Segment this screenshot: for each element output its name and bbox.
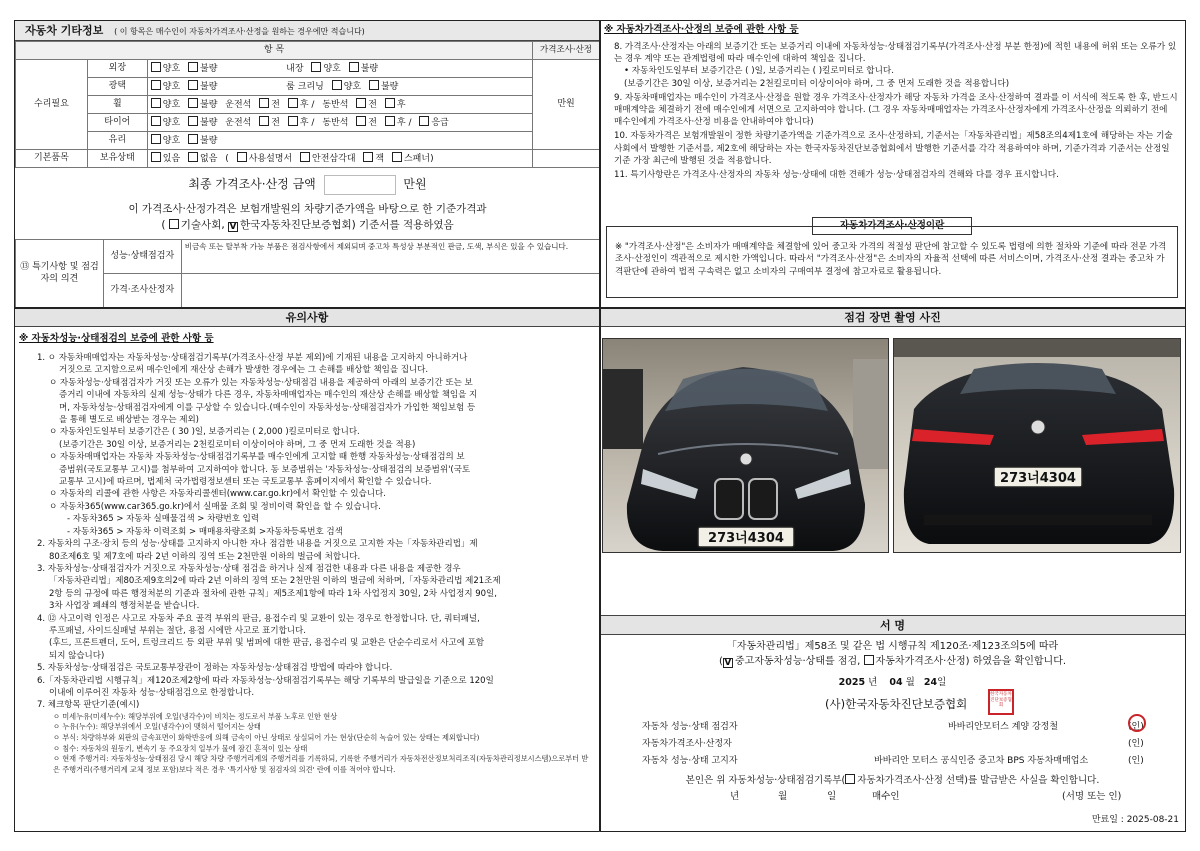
guarantee-item: 10. 자동차가격은 보험개발원이 정한 차량기준가액을 기준가격으로 조사·산정하되, 기준서는「자동차관리법」제58조의4제1호에 해당하는 자는 기술사회에서 발행한 기준서를, 제2호에 해당하는 자는 한국자동차진단보증협회에서 발행한 기준서를 각각 적용하여야 하며, 기준가격과 기준서는 산정일 기준 가장 최근에 발행된 것을 적용합니다. (614, 131, 1173, 166)
note-line: 증거리 이내에 자동차의 실제 성능·상태가 다른 경우, 자동차매매업자는 매수인의 재산상 손해를 배상할 책임을 지 (59, 390, 478, 401)
price-guarantee-items (614, 41, 1178, 181)
note-line: 2항 등의 규정에 따른 행정처분의 기준과 절차에 관한 규칙」제5조제1항에 따라 1차 사업정지 30일, 2차 사업정지 90일, (49, 588, 497, 599)
note-line: 며, 자동차성능·상태점검자에게 이를 구상할 수 있습니다.(매수인이 자동차성능·상태점검자가 가입한 책임보험 등 (59, 402, 476, 413)
note-line: 되지 않습니다) (49, 650, 105, 661)
signature-title: 서 명 (879, 619, 906, 632)
price-definition-text: ※ "가격조사·산정"은 소비자가 매매계약을 체결함에 있어 중고차 가격의 적절성 판단에 참고할 수 있도록 법령에 의한 절차와 기준에 따라 전문 가격조사·산정인이 객관적으로 제시한 가액입니다. 따라서 "가격조사·산정"은 소비자의 자율적 선택에 따른 서비스이며, 가격조사·산정 결과는 중고차 가격판단에 관하여 법적 구속력은 없고 소비자의 구매여부 결정에 참고자료로 활용됩니다. (615, 242, 1167, 277)
notes-subtitle: ※ 자동차성능·상태점검의 보증에 관한 사항 등 (19, 333, 214, 344)
perf-inspector-note: 비금속 또는 탈부착 가능 부품은 점검사항에서 제외되며 중고차 특성상 부분적인 판금, 도색, 부식은 있을 수 있습니다. (181, 240, 599, 274)
criteria-item: ㅇ 누유(누수): 해당부위에서 오일(냉각수)이 맺혀서 떨어지는 상태 (53, 722, 261, 732)
checkbox[interactable] (151, 98, 161, 108)
checkbox[interactable] (392, 152, 402, 162)
photos-title: 점검 장면 촬영 사진 (600, 309, 1185, 327)
checkbox[interactable] (188, 152, 198, 162)
checkbox[interactable] (151, 152, 161, 162)
note-line: - 자동차365 > 자동차 이력조회 > 매매용차량조회 >자동차등록번호 검색 (67, 526, 343, 537)
checkbox[interactable] (151, 62, 161, 72)
checkbox[interactable] (188, 116, 198, 126)
checkbox[interactable] (151, 116, 161, 126)
guarantee-item: • 자동차인도일부터 보증기간은 ( )일, 보증거리는 ( )킬로미터로 합니다. (624, 66, 894, 77)
note-line: 1. ㅇ 자동차매매업자는 자동차성능·상태점검기록부(가격조사·산정 부분 제외)에 기재된 내용을 고지하지 아니하거나 (37, 353, 468, 363)
inspection-record-page (14, 20, 1186, 832)
perf-inspector-label: 성능·상태점검자 (103, 240, 181, 274)
final-price-input[interactable] (324, 175, 396, 195)
other-info-header (15, 21, 599, 41)
criteria-list (37, 712, 595, 776)
checkbox[interactable] (188, 98, 198, 108)
note-line: 증범위(국토교통부 고시)를 첨부하여 고지하여야 합니다. 동 보증범위는 '자동차성능·상태점검의 보증범위'(국토 (59, 464, 471, 475)
note-line: 80조제6호 및 제7호에 따라 2년 이하의 징역 또는 2천만원 이하의 벌금에 처합니다. (49, 551, 361, 562)
note-line: 을 통해 별도로 배상받는 경우는 제외) (59, 415, 199, 426)
criteria-item: ㅇ 침수: 자동차의 원동기, 변속기 등 주요장치 일부가 물에 잠긴 흔적이 있는 상태 (53, 743, 308, 753)
checkbox[interactable] (363, 152, 373, 162)
col-item-header: 항 목 (16, 42, 533, 60)
law-line: 「자동차관리법」제58조 및 같은 법 시행규칙 제120조·제123조의5에 따라 (726, 641, 1059, 652)
other-info-title: 자동차 기타정보 (25, 24, 104, 37)
col-price-header: 가격조사·산정 (533, 42, 600, 60)
guarantee-item: 8. 가격조사·산정자는 아래의 보증기간 또는 보증거리 이내에 자동차성능·상태점검기록부(가격조사·산정 부분 한정)에 적힌 내용에 허위 또는 오류가 있는 경우 계약 또는 관계법령에 따라 매수인에 대하여 책임을 집니다. (614, 42, 1177, 65)
note-line: 루프패널, 사이드실패널 부위는 절단, 용접 시에만 사고로 표기합니다. (49, 625, 306, 636)
checkbox[interactable] (259, 98, 269, 108)
expiry-date: 만료일 : 2025-08-21 (1091, 815, 1179, 825)
price-inspector-note (181, 274, 599, 308)
note-line: 교통부 고시)에 따르며, 법제처 국가법령정보센터 또는 국토교통부 홈페이지에서 확인할 수 있습니다. (59, 477, 432, 488)
checkbox[interactable] (259, 116, 269, 126)
checkbox[interactable] (188, 80, 198, 90)
basic-label: 기본품목 (16, 150, 88, 168)
basic-options: 있음 없음 ( 사용설명서 안전삼각대 잭 스패너) (147, 150, 532, 168)
note-line: 5. 자동차성능·상태점검은 국토교통부장관이 정하는 자동차성능·상태점검 방법에 따라야 합니다. (37, 663, 393, 674)
checkbox[interactable] (188, 134, 198, 144)
final-price-label: 최종 가격조사·산정 금액 (188, 177, 316, 192)
rear-plate-text: 273너4304 (1000, 471, 1076, 486)
final-price-unit: 만원 (403, 177, 427, 192)
divider-vertical (599, 21, 601, 831)
checkbox[interactable] (349, 62, 359, 72)
note-line: 3. 자동차성능·상태점검자가 거짓으로 자동차성능·상태 점검을 하거나 실제 점검한 내용과 다른 내용을 제공한 경우 (37, 563, 461, 574)
checkbox-checked[interactable]: V (724, 658, 732, 668)
gloss-options: 양호 불량 룸 크리닝 양호 불량 (147, 78, 532, 96)
note-line: 6.「자동차관리법 시행규칙」제120조제2항에 따라 자동차성능·상태점검기록부는 해당 기록부의 발급일을 기준으로 120일 (37, 675, 494, 686)
basis-line-1: 이 가격조사·산정가격은 보험개발원의 차량기준가액을 바탕으로 한 기준가격과 (128, 203, 487, 215)
note-line: ㅇ 자동차의 리콜에 관한 사항은 자동차리콜센터(www.car.go.kr)에서 확인할 수 있습니다. (49, 489, 386, 500)
criteria-item: ㅇ 현재 주행거리: 자동차성능·상태점검 당시 해당 차량 주행거리계의 주행거리를 기록하되, 기록한 주행거리가 자동차전산정보처리조직(자동차관리정보시스템)으로부터 받은 주행거리(주행거리계 교체 정보 포함)보다 적은 경우 '특기사항 및 점검자의 의견' 란에 이를 적어야 합니다. (53, 754, 589, 774)
signer-row: 자동차 성능·상태 점검자 바바리안모터스 계양 강정철 (인) (640, 722, 1180, 739)
other-info-note: ( 이 항목은 매수인이 자동차가격조사·산정을 원하는 경우에만 적습니다) (114, 27, 365, 36)
price-definition-box (606, 226, 1178, 298)
signer-row: 자동차 성능·상태 고지자 바바리안 모터스 공식인증 중고차 BPS 자동차매매업소 (인) (642, 756, 1144, 766)
glass-options: 양호 불량 (147, 132, 532, 150)
rear-car-photo (893, 338, 1181, 553)
note-line: ㅇ 자동차인도일부터 보증기간은 ( 30 )일, 보증거리는 ( 2,000 )킬로미터로 합니다. (49, 427, 360, 438)
checkbox[interactable] (288, 116, 298, 126)
tire-options: 양호 불량 운전석 전 후 / 동반석 전 후 / 응급 (147, 114, 532, 132)
holding-label: 보유상태 (87, 150, 147, 168)
special-label: ⑬ 특기사항 및 점검자의 의견 (16, 240, 104, 308)
checkbox[interactable] (419, 116, 429, 126)
confirm-line: ( V 중고자동차성능·상태를 점검, 자동차가격조사·산정) 하였음을 확인합니다. (718, 656, 1067, 668)
other-info-table (15, 41, 600, 168)
price-guarantee-title: ※ 자동차가격조사·산정의 보증에 관한 사항 등 (604, 24, 799, 35)
repair-label: 수리필요 (16, 60, 88, 150)
note-line: 2. 자동차의 구조·장치 등의 성능·상태를 고지하지 아니한 자나 점검한 내용을 거짓으로 고지한 자는「자동차관리법」제 (37, 539, 478, 550)
checkbox[interactable] (311, 62, 321, 72)
checkbox[interactable] (169, 219, 179, 229)
price-definition-title: 자동차가격조사·산정이란 (839, 220, 945, 231)
notes-section (15, 309, 600, 832)
checkbox[interactable] (369, 80, 379, 90)
note-line: ㅇ 자동차매매업자는 자동차 자동차성능·상태점검기록부를 매수인에게 고지할 때 한행 자동차성능·상태점검의 보 (49, 452, 465, 463)
signature-title-bar (600, 615, 1185, 635)
basis-line-2: ( 기술사회, V 한국자동차진단보증협회) 기준서를 적용하였음 (161, 219, 454, 232)
note-line: ㅇ 자동차365(www.car365.go.kr)에서 실매물 조회 및 정비이력 확인을 할 수 있습니다. (49, 501, 381, 512)
note-line: 7. 체크항목 판단기준(예시) (37, 700, 140, 711)
notes-body (37, 352, 595, 775)
note-line: ㅇ 자동차성능·상태점검자가 거짓 또는 오류가 있는 자동차성능·상태점검 내용을 제공하여 아래의 보증기간 또는 보 (49, 377, 473, 388)
note-line: 4. ⑫ 사고이력 인정은 사고로 자동차 주요 골격 부위의 판금, 용접수리 및 교환이 있는 경우로 한정합니다. 단, 쿼터패널, (37, 613, 480, 624)
note-line: - 자동차365 > 자동차 실매물검색 > 차량번호 입력 (67, 514, 260, 525)
buyer-line: 년 월 일 매수인 (서명 또는 인) (730, 791, 1122, 802)
checkbox[interactable] (864, 655, 874, 665)
note-line: 이내에 이루어진 자동차 성능·상태점검으로 한정합니다. (49, 687, 255, 698)
notes-title: 유의사항 (15, 309, 599, 327)
guarantee-item: 11. 특기사항란은 가격조사·산정자의 자동차 성능·상태에 대한 견해가 성능·상태점검자의 견해와 다를 경우 표시합니다. (614, 170, 1059, 181)
photos-signature-section (600, 309, 1185, 832)
inspector-stamp-icon (1128, 714, 1146, 732)
rear-car-image (894, 339, 1181, 553)
front-plate-text: 273너4304 (708, 531, 784, 546)
front-car-image (603, 339, 889, 553)
price-unit: 만원 (533, 60, 600, 150)
note-line: 3차 사업장 폐쇄의 행정처분을 받습니다. (49, 601, 200, 612)
signer-row: 자동차가격조사·산정자 (인) (642, 739, 1144, 749)
org-name: (사)한국자동차진단보증협회 (825, 697, 968, 711)
note-line: (후드, 프론트펜더, 도어, 트렁크리드 등 외판 부위 및 범퍼에 대한 판금, 용접수리 및 교환은 단순수리로서 사고에 포함 (49, 638, 485, 649)
note-line: 「자동차관리법」제80조제9호의2에 따라 2년 이하의 징역 또는 2천만원 이하의 벌금에 처하며,「자동차관리법 제21조제 (49, 576, 501, 587)
note-line: 거짓으로 고지함으로써 매수인에게 재산상 손해가 발생한 경우에는 그 손해를 배상할 책임을 집니다. (59, 365, 429, 376)
price-inspector-label: 가격·조사산정자 (103, 274, 181, 308)
signer-rows (640, 722, 1180, 773)
criteria-item: ㅇ 부식: 차량하부와 외판의 금속표면이 화학반응에 의해 금속이 아닌 상태로 상실되어 가는 현상(단순히 녹슬어 있는 상태는 제외합니다) (53, 732, 480, 742)
checkbox[interactable] (151, 134, 161, 144)
wheel-options: 양호 불량 운전석 전 후 / 동반석 전 후 (147, 96, 532, 114)
final-price-row (15, 175, 600, 195)
checkbox[interactable] (300, 152, 310, 162)
receipt-line: 본인은 위 자동차성능·상태점검기록부( 자동차가격조사·산정 선택)를 발급받은 사실을 확인합니다. (685, 775, 1100, 786)
guarantee-item: 9. 자동차매매업자는 매수인이 가격조사·산정을 원할 경우 가격조사·산정자가 해당 자동차 가격을 조사·산정하여 결과를 이 서식에 적도록 한 후, 반드시 매매계약을 체결하기 전에 매수인에게 서면으로 고지하여야 합니다. (그 경우 자동차매매업자는 가격조사·산정자에게 가격조사·산정을 의뢰하기 전에 매수인에게 가격조사·산정 비용을 안내하여야 합니다) (614, 92, 1178, 128)
checkbox[interactable] (237, 152, 247, 162)
checkbox[interactable] (332, 80, 342, 90)
row-exterior: 외장 (87, 60, 147, 78)
org-stamp: 한국자동차진단보증협회 (988, 689, 1014, 715)
row-tire: 타이어 (87, 114, 147, 132)
guarantee-item: (보증기간은 30일 이상, 보증거리는 2천킬로미터 이상이어야 하며, 그 중 먼저 도래한 것을 적용합니다) (624, 78, 1010, 89)
criteria-item: ㅇ 미세누유(미세누수): 해당부위에 오일(냉각수)이 비치는 정도로서 부품 노후로 인한 현상 (53, 711, 338, 721)
checkbox[interactable] (288, 98, 298, 108)
checkbox[interactable] (356, 116, 366, 126)
special-notes-table (15, 239, 600, 307)
checkbox-checked[interactable]: V (229, 222, 237, 232)
front-car-photo (602, 338, 889, 553)
note-line: (보증기간은 30일 이상, 보증거리는 2천킬로미터 이상이어야 하며, 그 중 먼저 도래한 것을 적용) (59, 439, 416, 450)
checkbox[interactable] (845, 774, 855, 784)
row-wheel: 휠 (87, 96, 147, 114)
row-gloss: 광택 (87, 78, 147, 96)
checkbox[interactable] (385, 116, 395, 126)
checkbox[interactable] (151, 80, 161, 90)
row-glass: 유리 (87, 132, 147, 150)
checkbox[interactable] (188, 62, 198, 72)
price-guarantee-section (600, 21, 1185, 307)
other-info-section (15, 21, 600, 307)
exterior-options: 양호 불량 내장 양호 불량 (147, 60, 532, 78)
checkbox[interactable] (356, 98, 366, 108)
checkbox[interactable] (385, 98, 395, 108)
sign-date: 2025 년 04 월 24일 (838, 677, 947, 688)
